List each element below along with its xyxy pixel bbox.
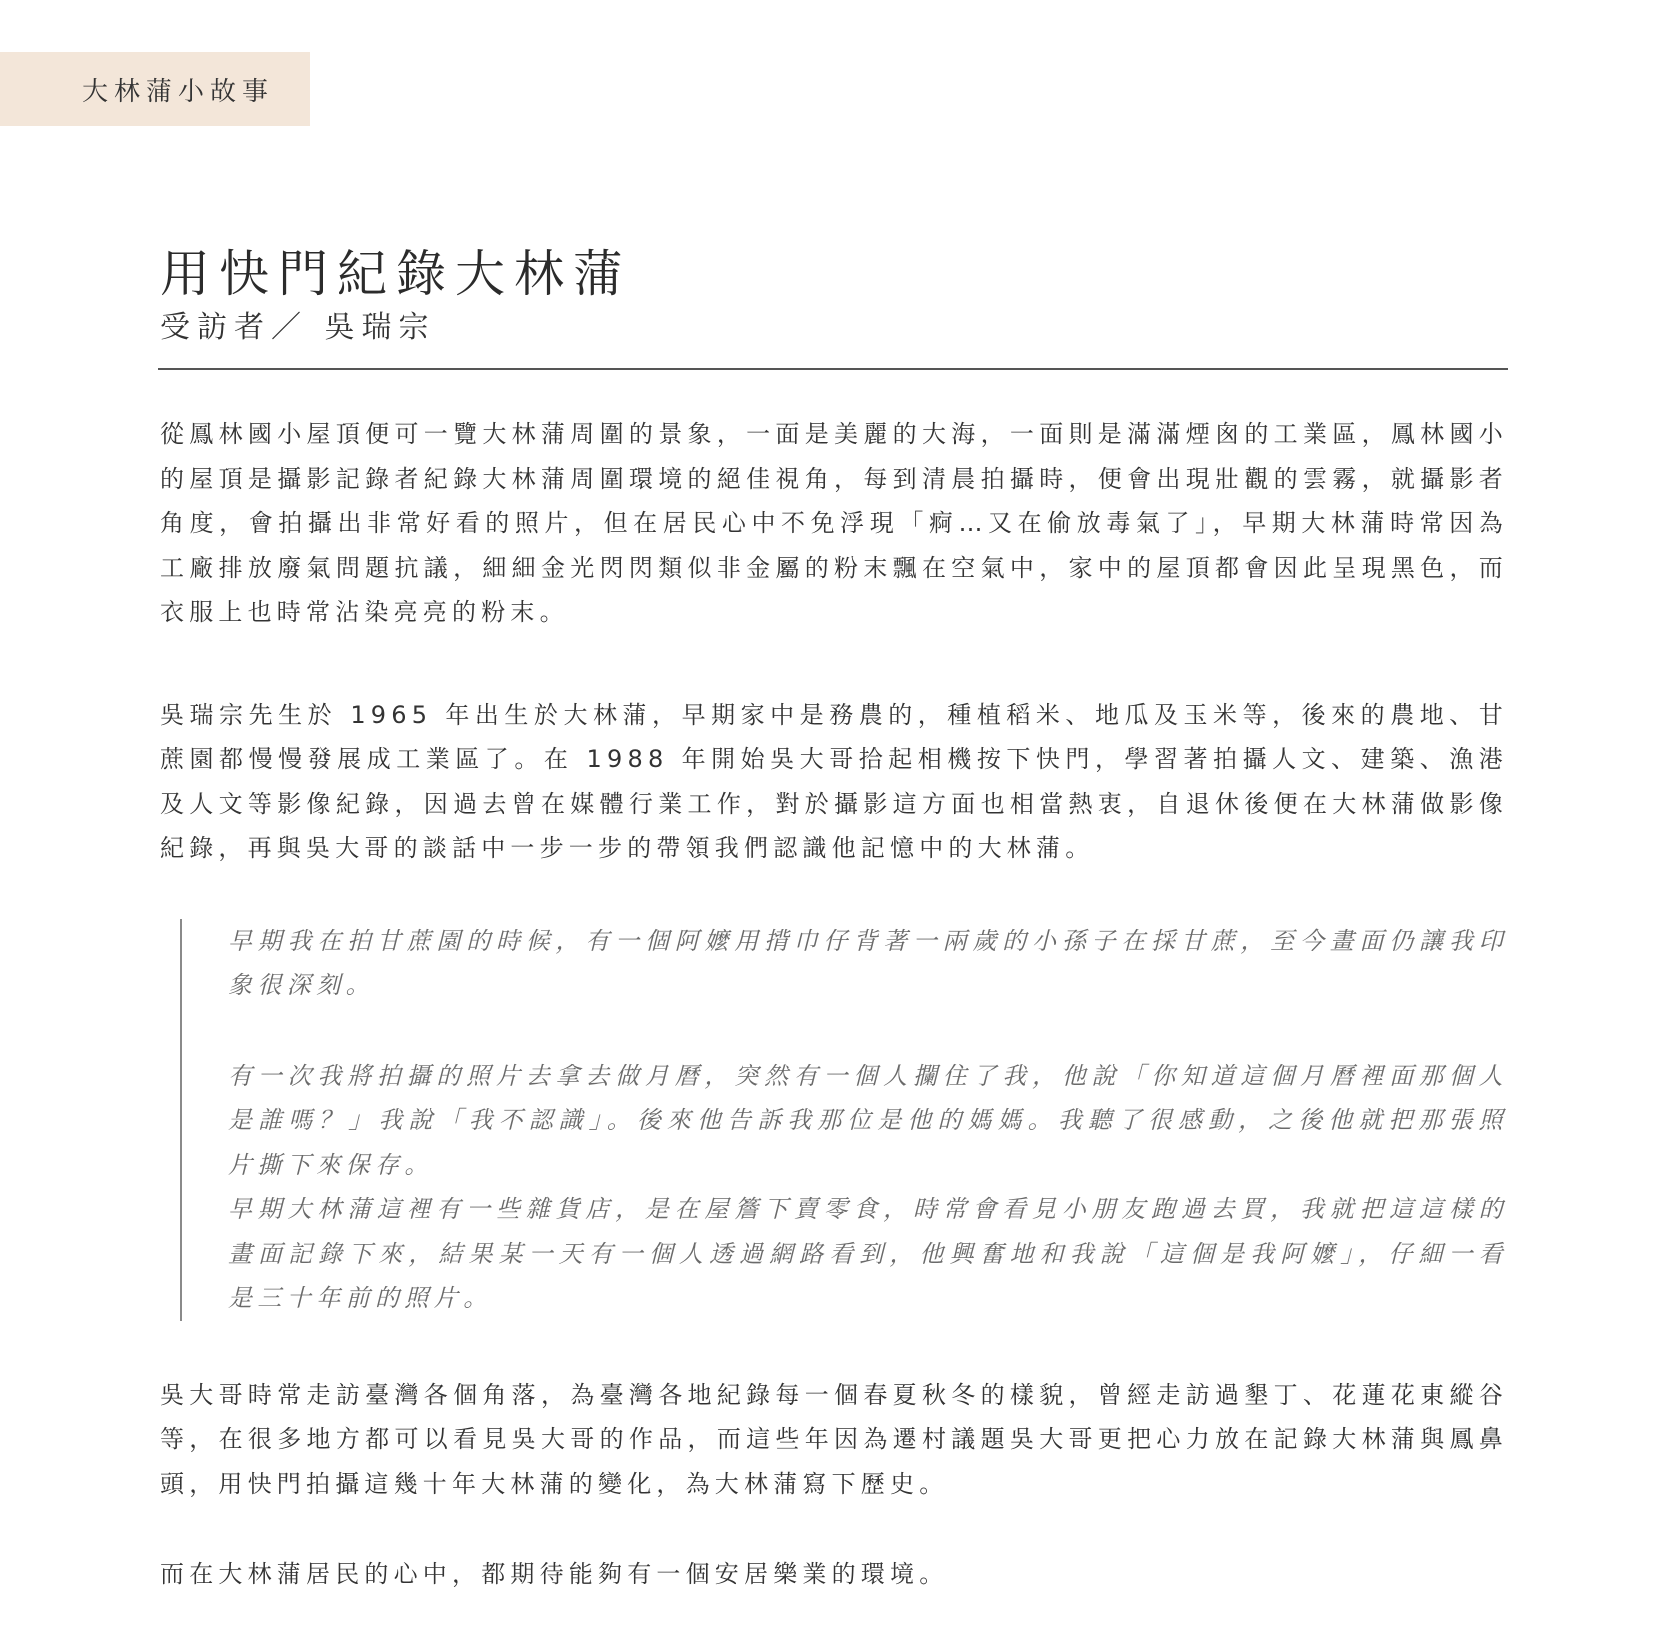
article-body [160,412,1508,1597]
paragraph-travels: 吳大哥時常走訪臺灣各個角落，為臺灣各地紀錄每一個春夏秋冬的樣貌，曾經走訪過墾丁、花蓮花東縱谷等，在很多地方都可以看見吳大哥的作品，而這些年因為遷村議題吳大哥更把心力放在記錄大林蒲與鳳鼻頭，用快門拍攝這幾十年大林蒲的變化，為大林蒲寫下歷史。 [160,1380,1508,1498]
paragraph-biography: 吳瑞宗先生於 1965 年出生於大林蒲，早期家中是務農的，種植稻米、地瓜及玉米等，後來的農地、甘蔗園都慢慢發展成工業區了。在 1988 年開始吳大哥拾起相機按下快門，學習著拍攝人文、建築、漁港及人文等影像紀錄，因過去曾在媒體行業工作，對於攝影這方面也相當熱衷，自退休後便在大林蒲做影像紀錄，再與吳大哥的談話中一步一步的帶領我們認識他記憶中的大林蒲。 [160,700,1508,862]
interview-blockquote [180,919,1508,1321]
article-subtitle: 受訪者／ 吳瑞宗 [160,310,436,345]
header-divider [158,368,1508,370]
paragraph-closing: 而在大林蒲居民的心中，都期待能夠有一個安居樂業的環境。 [160,1560,949,1588]
article-header [160,244,1508,348]
quote-grocery: 早期大林蒲這裡有一些雜貨店，是在屋簷下賣零食，時常會看見小朋友跑過去買，我就把這這樣的畫面記錄下來，結果某一天有一個人透過網路看到，他興奮地和我說「這個是我阿嬤」，仔細一看是三十年前的照片。 [228,1195,1508,1312]
quote-sugarcane: 早期我在拍甘蔗園的時候，有一個阿嬤用揹巾仔背著一兩歲的小孫子在採甘蔗，至今畫面仍讓我印象很深刻。 [228,926,1508,999]
section-tab [0,52,310,126]
paragraph-intro: 從鳳林國小屋頂便可一覽大林蒲周圍的景象，一面是美麗的大海，一面則是滿滿煙囪的工業區，鳳林國小的屋頂是攝影記錄者紀錄大林蒲周圍環境的絕佳視角，每到清晨拍攝時，便會出現壯觀的雲霧，就攝影者角度，會拍攝出非常好看的照片，但在居民心中不免浮現「痾…又在偷放毒氣了」，早期大林蒲時常因為工廠排放廢氣問題抗議，細細金光閃閃類似非金屬的粉末飄在空氣中，家中的屋頂都會因此呈現黑色，而衣服上也時常沾染亮亮的粉末。 [160,420,1508,626]
quote-calendar: 有一次我將拍攝的照片去拿去做月曆，突然有一個人攔住了我，他說「你知道這個月曆裡面那個人是誰嗎？」我說「我不認識」。後來他告訴我那位是他的媽媽。我聽了很感動，之後他就把那張照片撕下來保存。 [228,1061,1508,1179]
section-tab-label: 大林蒲小故事 [82,76,275,107]
article-title: 用快門紀錄大林蒲 [160,245,632,303]
